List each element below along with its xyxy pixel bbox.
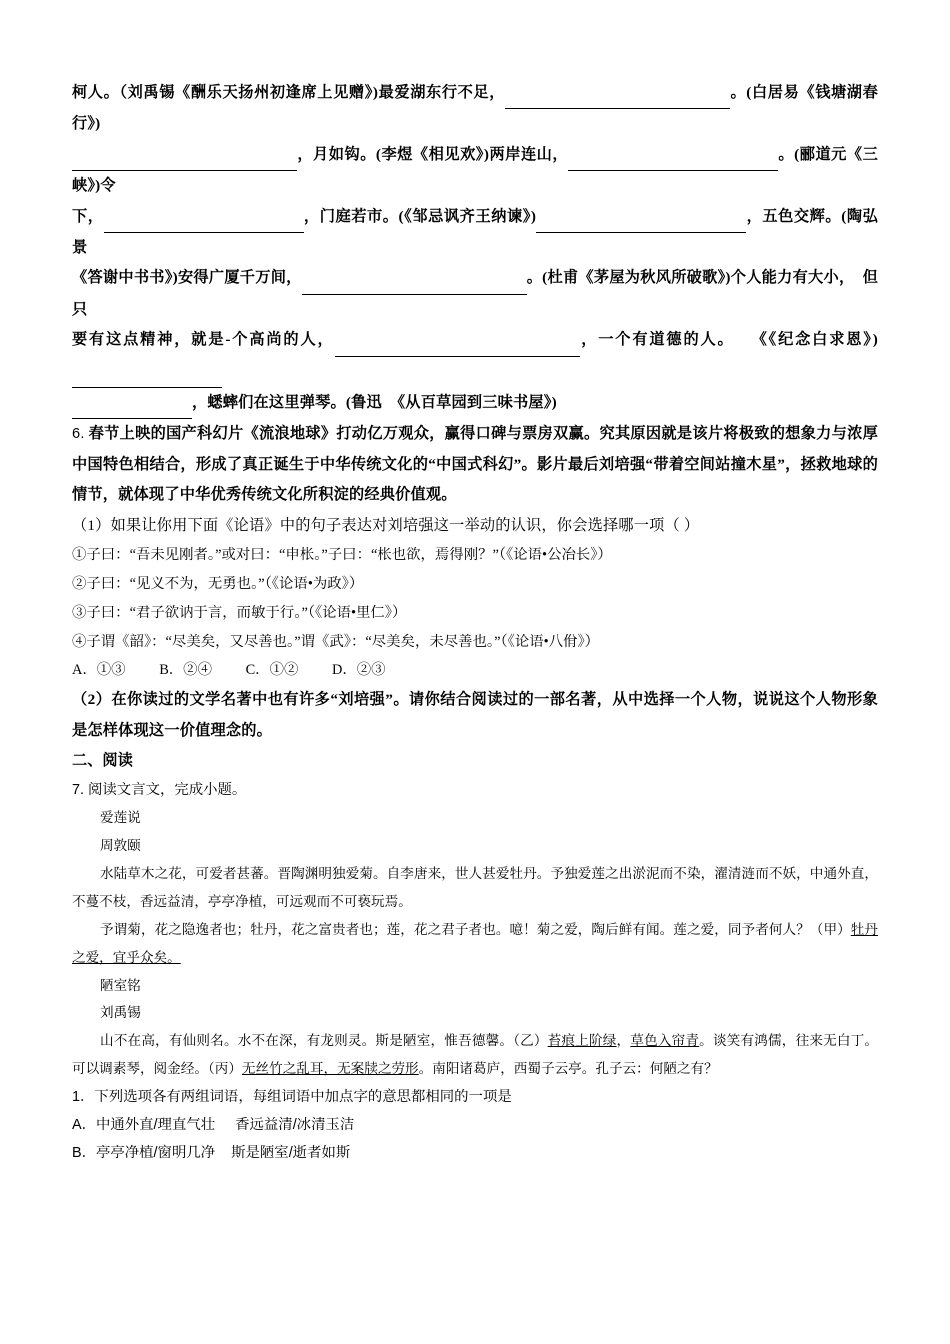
q5-line5-text-c: 《《纪念白求恩》) [751, 331, 878, 349]
choice-b[interactable]: B．②④ [159, 662, 212, 679]
q5-line2-text-b: ，月如钩。(李煜《相见欢》)两岸连山， [297, 145, 569, 163]
q5-line5-text-b: ，一个有道德的人。 [579, 331, 735, 349]
blank-line[interactable] [72, 140, 297, 171]
q6-sub2: （2）在你读过的文学名著中也有许多“刘培强”。请你结合阅读过的一部名著，从中选择一个人物，说说这个人物形象是怎样体现这一价值理念的。 [72, 691, 878, 739]
q5-line4-text-c: 但只 [72, 269, 878, 318]
q6-choice-row [72, 656, 878, 685]
q7-sub1-number: 1． [72, 1089, 95, 1106]
q5-line-2 [72, 140, 878, 202]
q7-title-1: 爱莲说 [100, 810, 141, 826]
q6-number: 6. [72, 426, 85, 443]
q5-line3-text-c: ，五色交辉。(陶弘景 [72, 207, 878, 257]
choice-d[interactable]: D．②③ [331, 662, 386, 679]
q6-option-2[interactable]: ②子曰：“见义不为，无勇也。”（《论语•为政》） [72, 575, 364, 592]
q5-line-1 [72, 78, 878, 140]
blank-line[interactable] [505, 78, 730, 109]
q5-line2-text-c: 。(郦道元《三峡》)令 [72, 145, 878, 195]
question-6 [72, 419, 878, 746]
q5-line-5 [72, 325, 878, 388]
question-5-fill-block [72, 78, 878, 419]
q7-paragraph-3 [72, 1027, 878, 1083]
blank-line[interactable] [568, 140, 778, 171]
q7-p3-text-c: 。谈笑有鸿儒，往来无白丁。可以调素琴，阅金经。（丙） [72, 1033, 879, 1077]
choice-c[interactable]: C．①② [245, 662, 299, 679]
q7-author-2: 刘禹锡 [100, 1005, 141, 1021]
q7-title-2: 陋室铭 [100, 977, 141, 993]
q7-number: 7. [72, 782, 85, 799]
q7-stem-row [72, 776, 878, 804]
question-7 [72, 776, 878, 1167]
q5-line6-text-b: 《从百草园到三味书屋》) [389, 394, 557, 412]
q7-p3-underlined-1: 苔痕上阶绿 [547, 1033, 617, 1049]
q7-p3-underlined-3: 无丝竹之乱耳，无案牍之劳形 [241, 1061, 419, 1077]
q7-sub1-row [72, 1083, 878, 1111]
q5-line6-text-a: ，蟋蟀们在这里弹琴。(鲁迅 [192, 394, 382, 412]
choice-a[interactable]: A．①③ [72, 662, 126, 679]
q7-p3-text-a: 山不在高，有仙则名。水不在深，有龙则灵。斯是陋室，惟吾德馨。（乙） [100, 1033, 548, 1049]
q7-option-b-part1: B．亭亭净植/窗明几净 [72, 1145, 216, 1162]
q6-option-1[interactable]: ①子曰：“吾未见刚者。”或对曰：“申枨。”子曰：“枨也欲，焉得刚？”（《论语•公冶长》） [72, 547, 612, 564]
q7-stem: 阅读文言文，完成小题。 [88, 782, 247, 799]
q7-option-a[interactable] [72, 1111, 878, 1139]
q5-line-6 [72, 388, 878, 419]
q7-author-1: 周敦颐 [100, 838, 141, 854]
q5-line1-text-a: 柯人。（刘禹锡《酬乐天扬州初逢席上见赠》)最爱湖东行不足， [72, 84, 506, 101]
q7-p3-text-b: ， [616, 1033, 631, 1049]
blank-line[interactable] [335, 325, 580, 356]
q7-option-b-part2: 斯是陋室/逝者如斯 [231, 1145, 351, 1162]
q5-line1-text-b: 。(白居易《钱塘湖春行》) [72, 84, 878, 133]
blank-line[interactable] [104, 202, 304, 233]
blank-line[interactable] [72, 388, 192, 419]
blank-line[interactable] [302, 263, 527, 294]
q5-line3-text-a: 下， [72, 207, 104, 225]
q7-p2-text-a: 予谓菊，花之隐逸者也；牡丹，花之富贵者也；莲，花之君子者也。噫！菊之爱，陶后鲜有闻。莲之爱，同予者何人？（甲） [100, 921, 851, 937]
q7-paragraph-2 [72, 916, 878, 972]
q6-sub1: （1）如果让你用下面《论语》中的句子表达对刘培强这一举动的认识，你会选择哪一项（ ） [72, 516, 700, 534]
q7-p2-underlined: 牡丹之爱，宜乎众矣。 [72, 921, 879, 965]
q7-option-a-part1: A．中通外直/理直气壮 [72, 1117, 216, 1134]
q7-sub1-text: 下列选项各有两组词语，每组词语中加点字的意思都相同的一项是 [94, 1089, 512, 1106]
q5-line5-text-a: 要有这点精神，就是-个高尚的人， [72, 331, 335, 349]
q5-line-3 [72, 202, 878, 264]
q7-p3-text-d: 。南阳诸葛庐，西蜀子云亭。孔子云：何陋之有？ [418, 1061, 718, 1077]
blank-line[interactable] [72, 357, 222, 388]
q6-stem-row [72, 419, 878, 510]
q5-line-4 [72, 263, 878, 325]
q7-option-a-part2: 香远益清/冰清玉洁 [235, 1117, 355, 1134]
q7-p3-underlined-2: 草色入帘青 [630, 1033, 700, 1049]
q6-stem: 春节上映的国产科幻片《流浪地球》打动亿万观众，赢得口碑与票房双赢。究其原因就是该片将极致的想象力与浓厚中国特色相结合，形成了真正诞生于中华传统文化的“中国式科幻”。影片最后刘培强“带着空间站撞木星”，拯救地球的情节，就体现了中华优秀传统文化所积淀的经典价值观。 [72, 425, 878, 504]
q5-line4-text-b: 。(杜甫《茅屋为秋风所破歌》)个人能力有大小， [526, 269, 855, 287]
q6-option-3[interactable]: ③子曰：“君子欲讷于言，而敏于行。”（《论语•里仁》） [72, 604, 407, 621]
q7-paragraph-1: 水陆草木之花，可爱者甚蕃。晋陶渊明独爱菊。自李唐来，世人甚爱牡丹。予独爱莲之出淤泥而不染，濯清涟而不妖，中通外直，不蔓不枝，香远益清，亭亭净植，可远观而不可亵玩焉。 [72, 866, 878, 910]
blank-line[interactable] [536, 202, 746, 233]
q6-option-4[interactable]: ④子谓《韶》：“尽美矣，又尽善也。”谓《武》：“尽美矣，未尽善也。”（《论语•八佾》） [72, 633, 600, 650]
q7-option-b[interactable] [72, 1139, 878, 1167]
q5-line3-text-b: ，门庭若市。(《邹忌讽齐王纳谏》) [303, 207, 537, 225]
q5-line4-text-a: 《答谢中书书》)安得广厦千万间， [72, 269, 302, 287]
section-2-title: 二、阅读 [72, 751, 133, 769]
